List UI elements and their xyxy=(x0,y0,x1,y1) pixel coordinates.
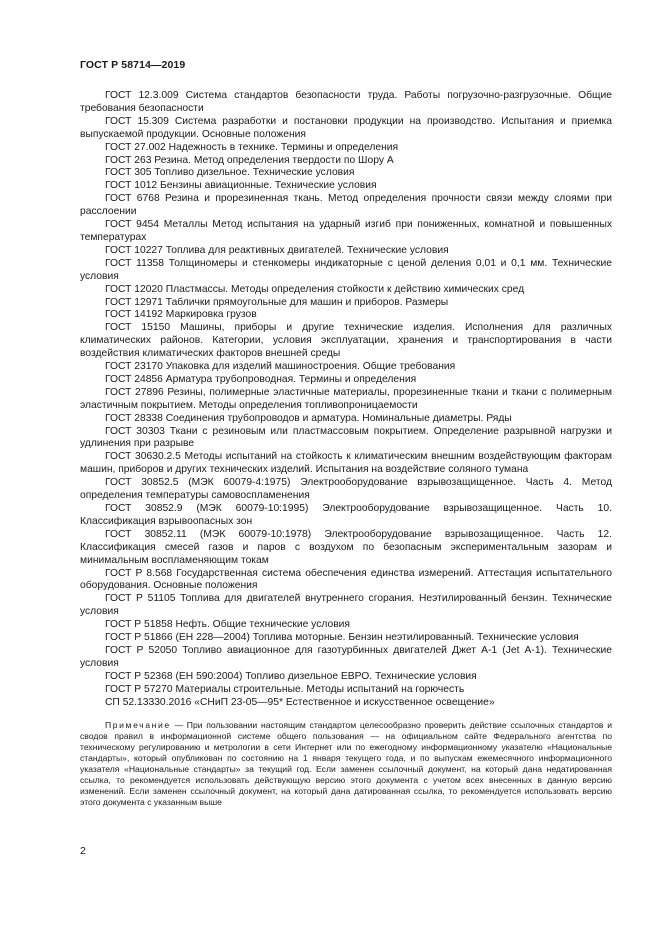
reference-item: ГОСТ 28338 Соединения трубопроводов и арматура. Номинальные диаметры. Ряды xyxy=(105,412,512,424)
reference-item: ГОСТ 11358 Толщиномеры и стенкомеры индикаторные с ценой деления 0,01 и 0,1 мм. Технические условия xyxy=(80,257,612,282)
reference-item: ГОСТ 30852.9 (МЭК 60079-10:1995) Электрооборудование взрывозащищенное. Часть 10. Классификация взрывоопасных зон xyxy=(80,503,612,527)
reference-item: ГОСТ Р 52050 Топливо авиационное для газотурбинных двигателей Джет А-1 (Jet А-1). Технические условия xyxy=(80,644,612,669)
reference-item: ГОСТ 24856 Арматура трубопроводная. Термины и определения xyxy=(105,373,417,385)
reference-item: ГОСТ 1012 Бензины авиационные. Технические условия xyxy=(105,180,377,192)
note-text: — При пользовании настоящим стандартом целесообразно проверить действие ссылочных стандартов и сводов правил в информационной системе общего пользования — на официальном сайте Федерального агентства по техническому регулированию и метрологии в сети Интернет или по ежегодному информационному указателю «Национальные стандарты», который опубликован по состоянию на 1 января текущего года, и по выпускам ежемесячного информационного указателя «Национальные стандарты» за текущий год. Если заменен ссылочный документ, на который дана недатированная ссылка, то рекомендуется использовать действующую версию этого документа с учетом всех внесенных в данную версию изменений. Если заменен ссылочный документ, на который дана датированная ссылка, то рекомендуется использовать версию этого документа с указанным выше xyxy=(80,719,612,807)
reference-item: ГОСТ 23170 Упаковка для изделий машиностроения. Общие требования xyxy=(105,361,456,373)
reference-item: ГОСТ 10227 Топлива для реактивных двигателей. Технические условия xyxy=(105,244,449,256)
reference-item: ГОСТ 12.3.009 Система стандартов безопасности труда. Работы погрузочно-разгрузочные. Общие требования безопасности xyxy=(80,90,612,114)
reference-item: ГОСТ 27896 Резины, полимерные эластичные материалы, прорезиненные ткани и ткани с полимерным эластичным покрытием. Методы определения топливопроницаемости xyxy=(80,386,612,411)
reference-item: ГОСТ 6768 Резина и прорезиненная ткань. Метод определения прочности связи между слоями при расслоении xyxy=(80,193,612,218)
document-header: ГОСТ Р 58714—2019 xyxy=(80,59,186,71)
reference-item: ГОСТ 14192 Маркировка грузов xyxy=(105,309,257,321)
reference-item: ГОСТ 15.309 Система разработки и постановки продукции на производство. Испытания и приемка выпускаемой продукции. Основные положения xyxy=(80,115,612,140)
reference-item: ГОСТ 305 Топливо дизельное. Технические условия xyxy=(105,167,355,179)
references-section xyxy=(80,90,612,808)
reference-item: ГОСТ Р 51105 Топлива для двигателей внутреннего сгорания. Неэтилированный бензин. Технические условия xyxy=(80,593,612,618)
reference-list xyxy=(80,90,612,710)
reference-item: ГОСТ Р 51858 Нефть. Общие технические условия xyxy=(105,619,351,631)
reference-item: ГОСТ 30303 Ткани с резиновым или пластмассовым покрытием. Определение разрывной нагрузки и удлинения при разрыве xyxy=(80,425,612,450)
reference-item: ГОСТ Р 51866 (ЕН 228—2004) Топлива моторные. Бензин неэтилированный. Технические условия xyxy=(105,632,579,644)
page-number: 2 xyxy=(80,845,86,857)
reference-item: ГОСТ 9454 Металлы Метод испытания на ударный изгиб при пониженных, комнатной и повышенных температурах xyxy=(80,219,612,243)
reference-item: ГОСТ 12971 Таблички прямоугольные для машин и приборов. Размеры xyxy=(105,296,449,308)
reference-item: ГОСТ 263 Резина. Метод определения твердости по Шору А xyxy=(105,154,394,166)
reference-item: ГОСТ 30630.2.5 Методы испытаний на стойкость к климатическим внешним воздействующим факторам машин, приборов и других технических изделий. Испытания на воздействие соляного тумана xyxy=(80,451,612,476)
reference-item: ГОСТ Р 52368 (ЕН 590:2004) Топливо дизельное ЕВРО. Технические условия xyxy=(105,670,477,682)
note-paragraph xyxy=(80,720,612,808)
reference-item: ГОСТ 27.002 Надежность в технике. Термины и определения xyxy=(105,141,399,153)
reference-item: СП 52.13330.2016 «СНиП 23-05—95* Естественное и искусственное освещение» xyxy=(105,696,495,708)
reference-item: ГОСТ 30852.5 (МЭК 60079-4:1975) Электрооборудование взрывозащищенное. Часть 4. Метод определения температуры самовоспламенения xyxy=(80,477,612,502)
reference-item: ГОСТ Р 8.568 Государственная система обеспечения единства измерений. Аттестация испытательного оборудования. Основные положения xyxy=(80,567,612,592)
note-label: Примечание xyxy=(105,719,171,730)
reference-item: ГОСТ 30852.11 (МЭК 60079-10:1978) Электрооборудование взрывозащищенное. Часть 12. Классификация смесей газов и паров с воздухом по безопасным экспериментальным зазорам и минимальным воспламеняющим токам xyxy=(80,528,612,566)
reference-item: ГОСТ 15150 Машины, приборы и другие технические изделия. Исполнения для различных климатических районов. Категории, условия эксплуатации, хранения и транспортирования в части воздействия климатических факторов внешней среды xyxy=(80,322,612,360)
reference-item: ГОСТ Р 57270 Материалы строительные. Методы испытаний на горючесть xyxy=(105,683,465,695)
reference-item: ГОСТ 12020 Пластмассы. Методы определения стойкости к действию химических сред xyxy=(105,283,525,295)
